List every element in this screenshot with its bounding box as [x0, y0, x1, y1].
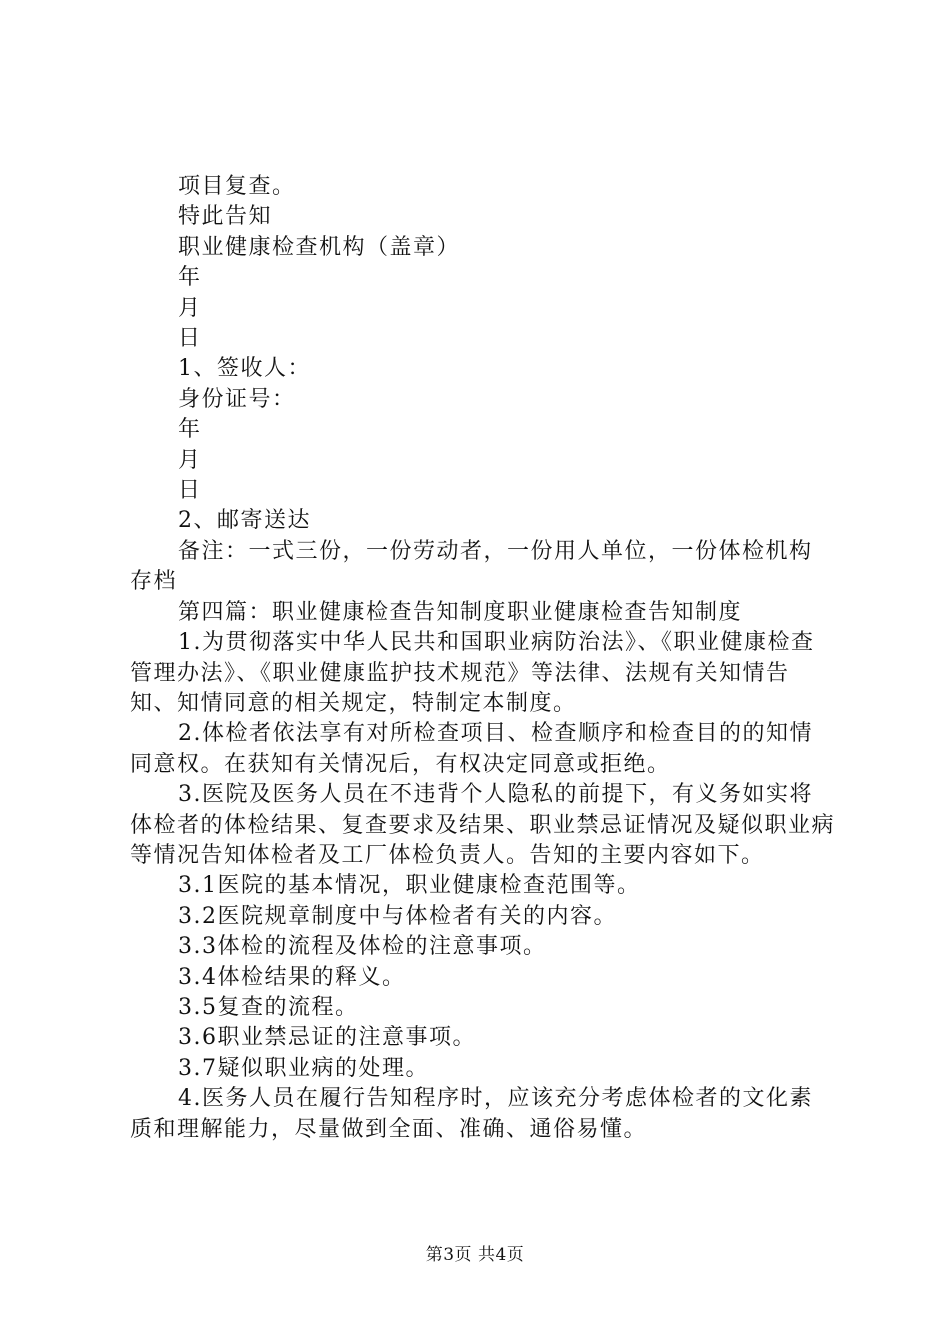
- paragraph: 月: [178, 447, 202, 473]
- list-item: 3.4体检结果的释义。: [178, 964, 406, 990]
- paragraph: 年: [178, 265, 202, 291]
- paragraph: 1、签收人：: [178, 356, 311, 382]
- paragraph: 月: [178, 295, 202, 321]
- paragraph: 特此告知: [178, 204, 273, 230]
- page-footer: 第3页 共4页: [425, 1245, 525, 1265]
- paragraph: 日: [178, 326, 202, 352]
- paragraph: 2.体检者依法享有对所检查项目、检查顺序和检查目的的知情同意权。在获知有关情况后，有权决定同意或拒绝。: [130, 721, 813, 777]
- paragraph: 身份证号：: [178, 386, 296, 412]
- paragraph: 项目复查。: [178, 174, 296, 199]
- paragraph: 3.医院及医务人员在不违背个人隐私的前提下，有义务如实将体检者的体检结果、复查要求及结果、职业禁忌证情况及疑似职业病等情况告知体检者及工厂体检负责人。告知的主要内容如下。: [130, 782, 836, 868]
- list-item: 3.6职业禁忌证的注意事项。: [178, 1025, 476, 1051]
- paragraph: 2、邮寄送达: [178, 508, 311, 534]
- section-heading: 第四篇：职业健康检查告知制度职业健康检查告知制度: [178, 599, 743, 625]
- paragraph: 备注：一式三份，一份劳动者，一份用人单位，一份体检机构存档: [130, 538, 813, 595]
- paragraph: 1.为贯彻落实中华人民共和国职业病防治法》、《职业健康检查管理办法》、《职业健康监护技术规范》等法律、法规有关知情告知、知情同意的相关规定，特制定本制度。: [130, 630, 815, 716]
- paragraph: 职业健康检查机构（盖章）: [178, 234, 461, 260]
- document-body: [130, 172, 835, 1145]
- paragraph: 日: [178, 478, 202, 504]
- list-item: 3.7疑似职业病的处理。: [178, 1055, 429, 1081]
- list-item: 3.3体检的流程及体检的注意事项。: [178, 934, 547, 960]
- list-item: 3.2医院规章制度中与体检者有关的内容。: [178, 903, 617, 929]
- paragraph: 4.医务人员在履行告知程序时，应该充分考虑体检者的文化素质和理解能力，尽量做到全面、准确、通俗易懂。: [130, 1086, 813, 1142]
- list-item: 3.1医院的基本情况，职业健康检查范围等。: [178, 873, 641, 899]
- list-item: 3.5复查的流程。: [178, 994, 359, 1020]
- paragraph: 年: [178, 417, 202, 443]
